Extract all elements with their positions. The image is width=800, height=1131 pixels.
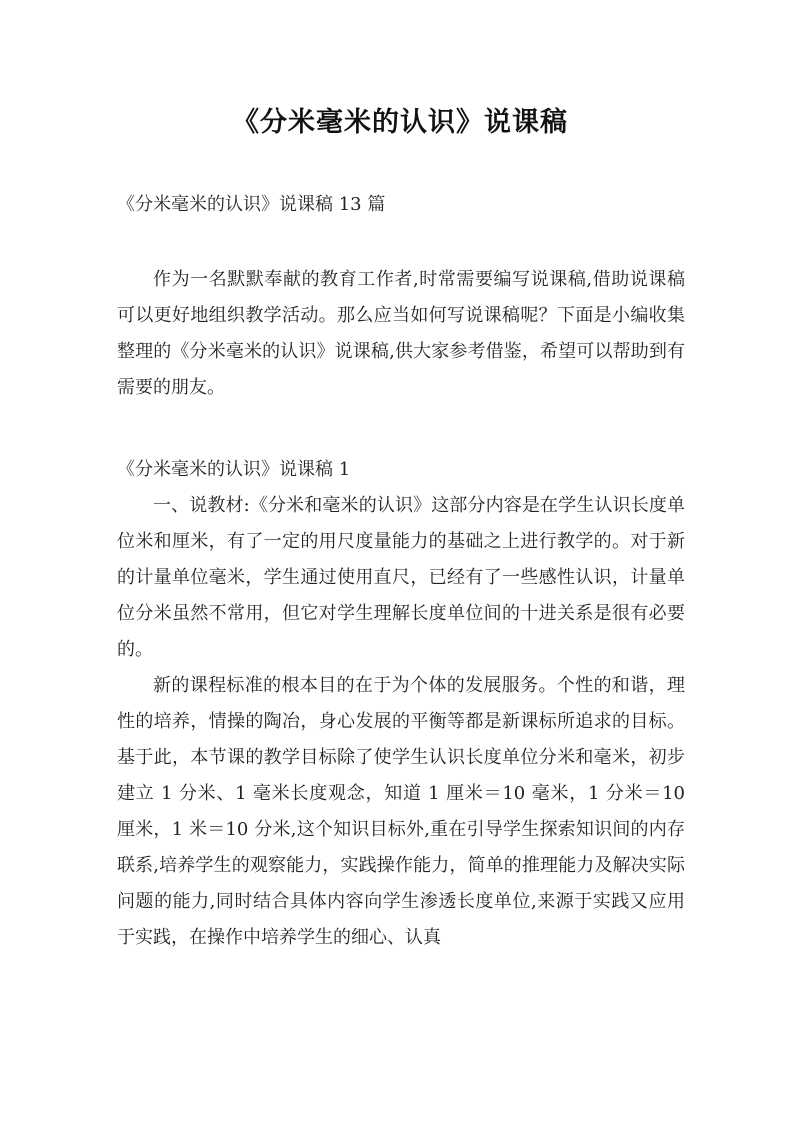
body-paragraph-2: 新的课程标准的根本目的在于为个体的发展服务。个性的和谐，理性的培养，情操的陶冶，身心发展的平衡等都是新课标所追求的目标。基于此，本节课的教学目标除了使学生认识长度单位分米和毫米，初步建立 1 分米、1 毫米长度观念，知道 1 厘米＝10 毫米，1 分米＝10 厘米，1 米＝10 分米,这个知识目标外,重在引导学生探索知识间的内存联系,培养学生的观察能力，实践操作能力，简单的推理能力及解决实际问题的能力,同时结合具体内容向学生渗透长度单位,来源于实践又应用于实践，在操作中培养学生的细心、认真 <box>117 675 685 948</box>
article-block <box>117 452 685 956</box>
document-title: 《分米毫米的认识》说课稿 <box>232 107 568 138</box>
body-paragraph-1: 一、说教材:《分米和毫米的认识》这部分内容是在学生认识长度单位米和厘米，有了一定的用尺度量能力的基础之上进行教学的。对于新的计量单位毫米，学生通过使用直尺，已经有了一些感性认识，计量单位分米虽然不常用，但它对学生理解长度单位间的十进关系是很有必要的。 <box>117 495 685 660</box>
intro-block <box>117 262 685 406</box>
document-subtitle: 《分米毫米的认识》说课稿 13 篇 <box>117 194 386 215</box>
intro-paragraph: 作为一名默默奉献的教育工作者,时常需要编写说课稿,借助说课稿可以更好地组织教学活动。那么应当如何写说课稿呢？下面是小编收集整理的《分米毫米的认识》说课稿,供大家参考借鉴，希望可以帮助到有需要的朋友。 <box>117 269 685 398</box>
section-heading: 《分米毫米的认识》说课稿 1 <box>117 459 351 480</box>
